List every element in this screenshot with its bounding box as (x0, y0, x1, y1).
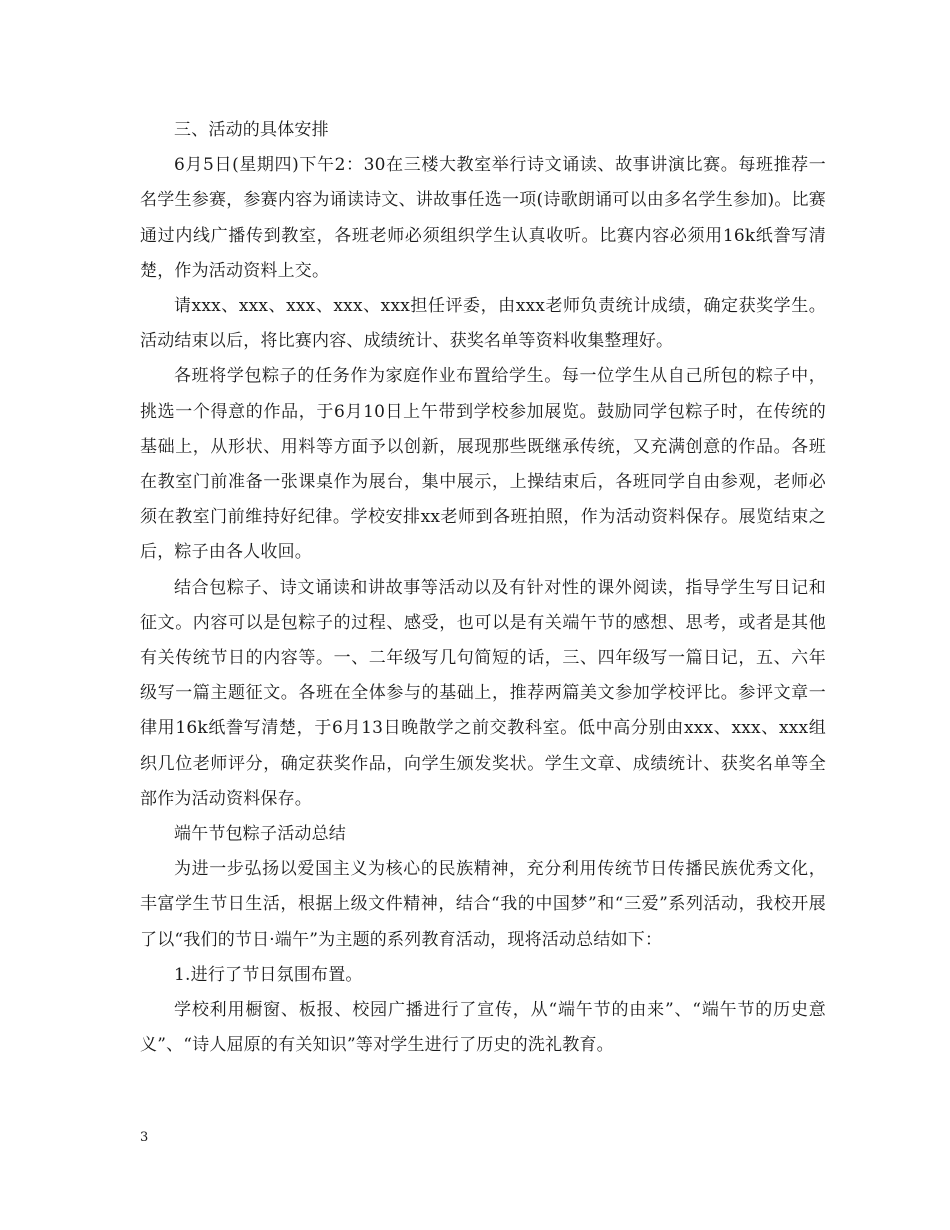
paragraph-judges: 请xxx、xxx、xxx、xxx、xxx担任评委，由xxx老师负责统计成绩，确定获奖学生。活动结束以后，将比赛内容、成绩统计、获奖名单等资料收集整理好。 (140, 296, 826, 352)
paragraph-essay-writing: 结合包粽子、诗文诵读和讲故事等活动以及有针对性的课外阅读，指导学生写日记和征文。内容可以是包粽子的过程、感受，也可以是有关端午节的感想、思考，或者是其他有关传统节日的内容等。一、二年级写几句简短的话，三、四年级写一篇日记，五、六年级写一篇主题征文。各班在全体参与的基础上，推荐两篇美文参加学校评比。参评文章一律用16k纸誊写清楚，于6月13日晚散学之前交教科室。低中高分别由xxx、xxx、xxx组织几位老师评分，确定获奖作品，向学生颁发奖状。学生文章、成绩统计、获奖名单等全部作为活动资料保存。 (140, 577, 826, 809)
paragraph-recitation-contest: 6月5日(星期四)下午2：30在三楼大教室举行诗文诵读、故事讲演比赛。每班推荐一名学生参赛，参赛内容为诵读诗文、讲故事任选一项(诗歌朗诵可以由多名学生参加)。比赛通过内线广播传到教室，各班老师必须组织学生认真收听。比赛内容必须用16k纸誊写清楚，作为活动资料上交。 (140, 155, 826, 281)
paragraph-publicity: 学校利用橱窗、板报、校园广播进行了宣传，从“端午节的由来”、“端午节的历史意义”、“诗人屈原的有关知识”等对学生进行了历史的洗礼教育。 (140, 1000, 826, 1056)
page-number: 3 (140, 1130, 149, 1145)
document-body (140, 113, 826, 1063)
list-item-atmosphere: 1.进行了节日氛围布置。 (174, 964, 363, 985)
paragraph-summary-intro: 为进一步弘扬以爱国主义为核心的民族精神，充分利用传统节日传播民族优秀文化，丰富学生节日生活，根据上级文件精神，结合“我的中国梦”和“三爱”系列活动，我校开展了以“我们的节日·端午”为主题的系列教育活动，现将活动总结如下： (140, 859, 826, 950)
section-heading-summary: 端午节包粽子活动总结 (174, 824, 346, 845)
paragraph-zongzi-exhibition: 各班将学包粽子的任务作为家庭作业布置给学生。每一位学生从自己所包的粽子中，挑选一个得意的作品，于6月10日上午带到学校参加展览。鼓励同学包粽子时，在传统的基础上，从形状、用料等方面予以创新，展现那些既继承传统，又充满创意的作品。各班在教室门前准备一张课桌作为展台，集中展示，上操结束后，各班同学自由参观，老师必须在教室门前维持好纪律。学校安排xx老师到各班拍照，作为活动资料保存。展览结束之后，粽子由各人收回。 (140, 366, 826, 563)
section-heading-arrangements: 三、活动的具体安排 (174, 120, 329, 140)
